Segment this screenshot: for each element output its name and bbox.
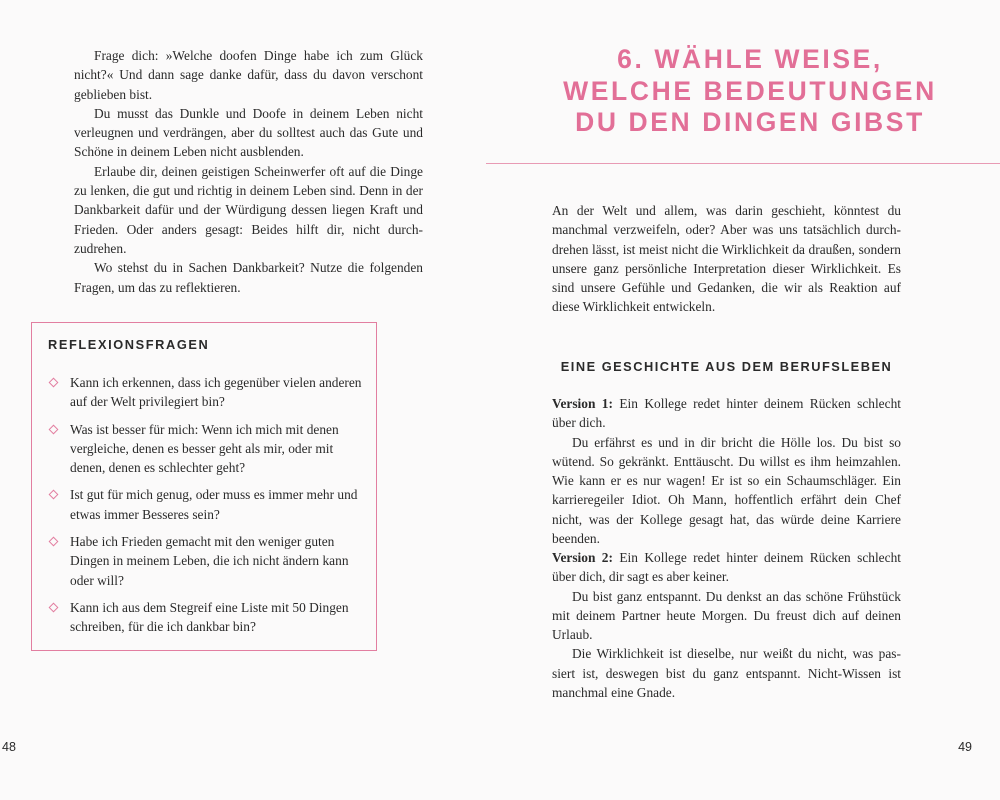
version-lead-text: Ein Kollege redet hinter deinem Rücken schlecht über dich. xyxy=(552,396,901,431)
version-lead xyxy=(552,394,901,433)
left-body-text xyxy=(74,46,423,297)
question-text: Was ist besser für mich: Wenn ich mich mit denen vergleiche, denen es besser geht als mir, oder mit denen, denen es schlechter geht? xyxy=(70,421,339,476)
right-page xyxy=(500,0,1000,800)
question-text: Habe ich Frieden gemacht mit den weniger guten Dingen in meinem Leben, die ich nicht ändern kann oder will? xyxy=(70,534,349,588)
diamond-bullet-icon xyxy=(49,537,59,547)
page-number-right: 49 xyxy=(958,740,972,754)
chapter-title-line: 6. WÄHLE WEISE, xyxy=(617,44,883,74)
body-paragraph: Die Wirklichkeit ist dieselbe, nur weißt du nicht, was passiert ist, deswegen bist du ganz entspannt. Nicht-Wissen ist manchmal eine Gnade. xyxy=(552,646,901,701)
question-item xyxy=(48,532,370,590)
question-item xyxy=(48,598,370,637)
body-paragraph: Wo stehst du in Sachen Dankbarkeit? Nutze die folgenden Fragen, um das zu reflektieren. xyxy=(74,260,423,295)
body-paragraph: Du erfährst es und in dir bricht die Hölle los. Du bist so wütend. So gekränkt. Enttäuscht. Du willst es ihm heimzahlen. Wie kann er es nur wagen! Er ist so ein Schaumschläger. Ein karrieregeiler Idiot. Oh Mann, hoffentlich erfährt dein Chef nicht, was der Kollege gesagt hat, das würde deine Karriere beenden. xyxy=(552,434,901,547)
body-paragraph: Frage dich: »Welche doofen Dinge habe ich zum Glück nicht?« Und dann sage danke dafür, dass du davon verschont geblieben bist. xyxy=(74,48,423,102)
section-heading: EINE GESCHICHTE AUS DEM BERUFSLEBEN xyxy=(560,359,893,374)
chapter-title-line: WELCHE BEDEUTUNGEN xyxy=(563,75,937,106)
version-1-block xyxy=(552,394,901,548)
chapter-title xyxy=(500,44,1000,139)
version-lead-text: Ein Kollege redet hinter deinem Rücken schlecht über dich, dir sagt es aber keiner. xyxy=(552,550,901,585)
question-item xyxy=(48,420,370,478)
title-divider xyxy=(486,163,1000,164)
page-number-left: 48 xyxy=(2,740,16,754)
question-item xyxy=(48,485,370,524)
diamond-bullet-icon xyxy=(49,603,59,613)
chapter-title-line: DU DEN DINGEN GIBST xyxy=(575,107,925,137)
body-paragraph: Du musst das Dunkle und Doofe in deinem Leben nicht verleugnen und verdrängen, aber du solltest auch das Gute und Schöne in deinem Leben nicht ausblenden. xyxy=(74,105,423,160)
body-paragraph: Du bist ganz entspannt. Du denkst an das schöne Frühstück mit deinem Partner heute Morgen. Du freust dich auf deinen Urlaub. xyxy=(552,588,901,643)
box-title: REFLEXIONSFRAGEN xyxy=(48,337,210,352)
question-text: Kann ich erkennen, dass ich gegenüber vielen anderen auf der Welt privilegiert bin? xyxy=(70,375,362,410)
intro-paragraph: An der Welt und allem, was darin geschieht, könntest du manchmal verzweifeln, oder? Aber was uns tatsächlich durchdrehen lässt, ist meist nicht die Wirklichkeit da draußen, sondern unsere ganz persönliche Interpretation dieser Wirklichkeit. Es sind unsere Gefühle und Gedanken, die wir als Reaktion auf diese Wirklichkeit entwickeln. xyxy=(552,203,901,315)
reflection-questions-box xyxy=(31,322,377,651)
question-item xyxy=(48,373,370,412)
version-label: Version 1: xyxy=(552,396,613,411)
diamond-bullet-icon xyxy=(49,378,59,388)
version-label: Version 2: xyxy=(552,550,613,565)
diamond-bullet-icon xyxy=(49,424,59,434)
version-lead xyxy=(552,548,901,587)
question-list xyxy=(48,373,370,645)
question-text: Ist gut für mich genug, oder muss es immer mehr und etwas immer Besseres sein? xyxy=(70,487,358,522)
intro-text xyxy=(552,201,901,317)
version-2-block xyxy=(552,548,901,702)
body-paragraph: Erlaube dir, deinen geistigen Scheinwerfer oft auf die Dinge zu lenken, die gut und richtig in deinem Leben sind. Denn in der Dankbarkeit dafür und der Würdigung dessen liegen Kraft und Frieden. Oder anders gesagt: Beides hilft dir, nicht durchzudrehen. xyxy=(74,163,423,256)
diamond-bullet-icon xyxy=(49,490,59,500)
question-text: Kann ich aus dem Stegreif eine Liste mit 50 Dingen schreiben, für die ich dankbar bin? xyxy=(70,599,349,635)
